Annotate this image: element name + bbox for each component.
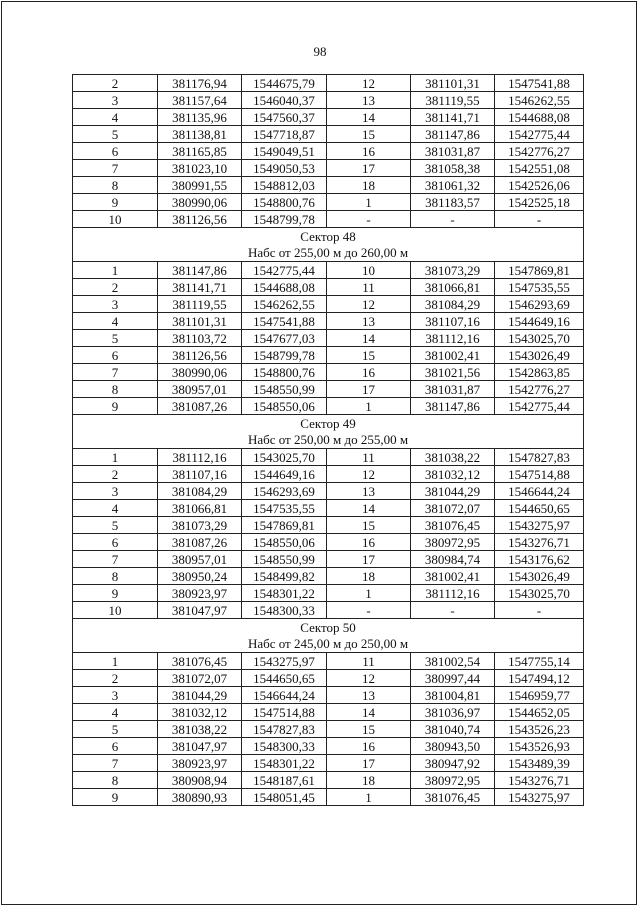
table-cell: 381141,71 <box>411 109 495 126</box>
table-cell: 1546644,24 <box>242 687 327 704</box>
table-cell: 4 <box>73 704 158 721</box>
table-cell: - <box>495 211 584 228</box>
table-cell: 1543026,49 <box>495 347 584 364</box>
table-cell: 5 <box>73 517 158 534</box>
table-cell: 380923,97 <box>158 585 242 602</box>
table-cell: 3 <box>73 687 158 704</box>
table-cell: - <box>495 602 584 619</box>
table-cell: 1543025,70 <box>495 330 584 347</box>
table-cell: 381147,86 <box>411 126 495 143</box>
table-cell: 381084,29 <box>158 483 242 500</box>
table-cell: 1547494,12 <box>495 670 584 687</box>
table-cell: 13 <box>327 313 411 330</box>
table-cell: 381176,94 <box>158 75 242 92</box>
table-cell: 1542776,27 <box>495 143 584 160</box>
table-cell: 1548799,78 <box>242 211 327 228</box>
sector-title-row <box>73 415 584 432</box>
table-cell: 381112,16 <box>158 449 242 466</box>
table-cell: 1546262,55 <box>242 296 327 313</box>
table-cell: 1547718,87 <box>242 126 327 143</box>
table-cell: 1547827,83 <box>242 721 327 738</box>
table-cell: 7 <box>73 364 158 381</box>
table-cell: 381044,29 <box>158 687 242 704</box>
sector-title-row <box>73 619 584 636</box>
table-cell: 381038,22 <box>158 721 242 738</box>
table-cell: 381032,12 <box>411 466 495 483</box>
table-cell: 7 <box>73 755 158 772</box>
table-cell: 380957,01 <box>158 551 242 568</box>
table-cell: 380972,95 <box>411 534 495 551</box>
table-cell: 381112,16 <box>411 330 495 347</box>
table-cell: 1549050,53 <box>242 160 327 177</box>
table-row <box>73 789 584 806</box>
table-row <box>73 449 584 466</box>
table-cell: 381087,26 <box>158 398 242 415</box>
table-row <box>73 653 584 670</box>
table-cell: 12 <box>327 670 411 687</box>
sector-subtitle: Набс от 255,00 м до 260,00 м <box>73 244 584 262</box>
table-cell: 381031,87 <box>411 381 495 398</box>
table-cell: 8 <box>73 381 158 398</box>
table-cell: 381087,26 <box>158 534 242 551</box>
table-cell: 11 <box>327 653 411 670</box>
table-cell: 380890,93 <box>158 789 242 806</box>
table-cell: 381047,97 <box>158 602 242 619</box>
table-cell: 1 <box>73 653 158 670</box>
table-cell: 381135,96 <box>158 109 242 126</box>
table-cell: 8 <box>73 568 158 585</box>
table-cell: 15 <box>327 517 411 534</box>
table-cell: 381119,55 <box>411 92 495 109</box>
table-cell: 5 <box>73 721 158 738</box>
table-row <box>73 772 584 789</box>
table-cell: 1544688,08 <box>495 109 584 126</box>
table-cell: 1542526,06 <box>495 177 584 194</box>
table-cell: 1 <box>73 449 158 466</box>
table-cell: 380957,01 <box>158 381 242 398</box>
table-cell: 380972,95 <box>411 772 495 789</box>
sector-title: Сектор 50 <box>73 619 584 636</box>
table-cell: 381040,74 <box>411 721 495 738</box>
table-cell: 1 <box>73 262 158 279</box>
table-cell: 381107,16 <box>158 466 242 483</box>
table-row <box>73 755 584 772</box>
table-cell: 1546040,37 <box>242 92 327 109</box>
table-cell: 1547514,88 <box>495 466 584 483</box>
table-row <box>73 381 584 398</box>
table-cell: 14 <box>327 109 411 126</box>
table-cell: 15 <box>327 347 411 364</box>
table-row <box>73 483 584 500</box>
sector-title: Сектор 49 <box>73 415 584 432</box>
table-cell: 381032,12 <box>158 704 242 721</box>
table-cell: 381044,29 <box>411 483 495 500</box>
table-row <box>73 143 584 160</box>
table-cell: 381112,16 <box>411 585 495 602</box>
table-cell: 1548800,76 <box>242 364 327 381</box>
table-cell: 2 <box>73 670 158 687</box>
table-cell: 1544650,65 <box>495 500 584 517</box>
table-cell: 1548799,78 <box>242 347 327 364</box>
table-cell: 1546262,55 <box>495 92 584 109</box>
table-cell: 17 <box>327 755 411 772</box>
table-cell: 381073,29 <box>411 262 495 279</box>
coordinates-table <box>72 74 584 806</box>
table-row <box>73 177 584 194</box>
sector-title-row <box>73 228 584 245</box>
table-row <box>73 602 584 619</box>
table-cell: 1543025,70 <box>242 449 327 466</box>
table-cell: 381002,41 <box>411 347 495 364</box>
table-row <box>73 466 584 483</box>
table-cell: 381004,81 <box>411 687 495 704</box>
page-number: 98 <box>313 44 327 59</box>
table-cell: 381119,55 <box>158 296 242 313</box>
table-cell: 1543526,23 <box>495 721 584 738</box>
table-cell: 381103,72 <box>158 330 242 347</box>
table-cell: 6 <box>73 738 158 755</box>
table-cell: 381023,10 <box>158 160 242 177</box>
table-cell: 381183,57 <box>411 194 495 211</box>
table-cell: 1543489,39 <box>495 755 584 772</box>
table-cell: 381147,86 <box>158 262 242 279</box>
table-cell: 381072,07 <box>411 500 495 517</box>
table-cell: 1 <box>327 194 411 211</box>
table-cell: 7 <box>73 160 158 177</box>
table-cell: 1547869,81 <box>242 517 327 534</box>
sector-subtitle-row <box>73 244 584 262</box>
table-cell: 18 <box>327 772 411 789</box>
table-cell: 381126,56 <box>158 347 242 364</box>
table-cell: 1548301,22 <box>242 585 327 602</box>
table-cell: - <box>327 602 411 619</box>
table-cell: 1548300,33 <box>242 602 327 619</box>
table-row <box>73 551 584 568</box>
table-cell: 1548499,82 <box>242 568 327 585</box>
table-cell: 381073,29 <box>158 517 242 534</box>
table-cell: 381021,56 <box>411 364 495 381</box>
table-cell: 1546644,24 <box>495 483 584 500</box>
table-cell: 1 <box>327 585 411 602</box>
table-cell: 5 <box>73 126 158 143</box>
table-cell: 380984,74 <box>411 551 495 568</box>
sector-subtitle-row <box>73 635 584 653</box>
table-cell: 1 <box>327 398 411 415</box>
table-cell: 380923,97 <box>158 755 242 772</box>
table-cell: 380990,06 <box>158 194 242 211</box>
table-cell: 1543526,93 <box>495 738 584 755</box>
table-row <box>73 738 584 755</box>
table-row <box>73 194 584 211</box>
table-row <box>73 279 584 296</box>
table-cell: - <box>327 211 411 228</box>
table-cell: 3 <box>73 92 158 109</box>
table-cell: 381076,45 <box>158 653 242 670</box>
table-cell: 18 <box>327 568 411 585</box>
table-cell: 1542525,18 <box>495 194 584 211</box>
table-cell: 381047,97 <box>158 738 242 755</box>
table-cell: 18 <box>327 177 411 194</box>
table-row <box>73 687 584 704</box>
table-cell: 10 <box>73 602 158 619</box>
table-cell: 1546293,69 <box>495 296 584 313</box>
table-row <box>73 262 584 279</box>
table-cell: 3 <box>73 296 158 313</box>
table-cell: 1548550,06 <box>242 398 327 415</box>
table-cell: 381126,56 <box>158 211 242 228</box>
table-cell: 381101,31 <box>158 313 242 330</box>
table-row <box>73 568 584 585</box>
table-cell: 381066,81 <box>411 279 495 296</box>
table-cell: 1543275,97 <box>495 789 584 806</box>
table-cell: 1 <box>327 789 411 806</box>
table-row <box>73 670 584 687</box>
table-cell: 381066,81 <box>158 500 242 517</box>
table-cell: 1542775,44 <box>495 398 584 415</box>
sector-subtitle: Набс от 245,00 м до 250,00 м <box>73 635 584 653</box>
table-cell: 1543176,62 <box>495 551 584 568</box>
table-cell: 1544688,08 <box>242 279 327 296</box>
table-cell: 17 <box>327 160 411 177</box>
table-row <box>73 160 584 177</box>
table-row <box>73 534 584 551</box>
table-cell: 14 <box>327 330 411 347</box>
table-cell: 1542863,85 <box>495 364 584 381</box>
table-cell: 1547755,14 <box>495 653 584 670</box>
table-cell: 1543275,97 <box>495 517 584 534</box>
table-cell: 17 <box>327 551 411 568</box>
table-cell: 1547541,88 <box>242 313 327 330</box>
table-row <box>73 347 584 364</box>
table-cell: 1547677,03 <box>242 330 327 347</box>
table-cell: 381038,22 <box>411 449 495 466</box>
table-cell: 8 <box>73 772 158 789</box>
table-row <box>73 721 584 738</box>
table-cell: 10 <box>327 262 411 279</box>
table-cell: 381002,41 <box>411 568 495 585</box>
table-cell: 14 <box>327 704 411 721</box>
table-cell: 381072,07 <box>158 670 242 687</box>
table-cell: 1549049,51 <box>242 143 327 160</box>
sector-title: Сектор 48 <box>73 228 584 245</box>
table-row <box>73 330 584 347</box>
table-cell: 1543276,71 <box>495 534 584 551</box>
table-cell: 8 <box>73 177 158 194</box>
table-cell: 1544675,79 <box>242 75 327 92</box>
table-cell: 17 <box>327 381 411 398</box>
table-cell: 381076,45 <box>411 789 495 806</box>
table-cell: 16 <box>327 534 411 551</box>
table-cell: 1547869,81 <box>495 262 584 279</box>
table-cell: 12 <box>327 296 411 313</box>
table-cell: 380990,06 <box>158 364 242 381</box>
table-row <box>73 92 584 109</box>
table-cell: 16 <box>327 738 411 755</box>
table-cell: 1548550,99 <box>242 551 327 568</box>
table-cell: 9 <box>73 398 158 415</box>
table-cell: 1547560,37 <box>242 109 327 126</box>
table-cell: - <box>411 602 495 619</box>
table-cell: 381138,81 <box>158 126 242 143</box>
table-cell: 381002,54 <box>411 653 495 670</box>
table-cell: 16 <box>327 364 411 381</box>
table-cell: 381076,45 <box>411 517 495 534</box>
table-cell: 1543275,97 <box>242 653 327 670</box>
table-row <box>73 126 584 143</box>
table-cell: 13 <box>327 483 411 500</box>
table-cell: 381084,29 <box>411 296 495 313</box>
table-cell: 381061,32 <box>411 177 495 194</box>
table-cell: 381141,71 <box>158 279 242 296</box>
table-cell: 10 <box>73 211 158 228</box>
table-cell: 1542775,44 <box>495 126 584 143</box>
table-cell: 380947,92 <box>411 755 495 772</box>
table-cell: 2 <box>73 279 158 296</box>
table-cell: 1547541,88 <box>495 75 584 92</box>
table-row <box>73 313 584 330</box>
table-cell: 1548300,33 <box>242 738 327 755</box>
table-cell: 5 <box>73 330 158 347</box>
table-cell: 3 <box>73 483 158 500</box>
table-cell: 4 <box>73 109 158 126</box>
table-row <box>73 211 584 228</box>
table-row <box>73 398 584 415</box>
table-row <box>73 500 584 517</box>
table-row <box>73 517 584 534</box>
table-cell: 1542776,27 <box>495 381 584 398</box>
table-cell: 16 <box>327 143 411 160</box>
table-cell: 11 <box>327 449 411 466</box>
table-cell: 6 <box>73 143 158 160</box>
table-cell: 1548812,03 <box>242 177 327 194</box>
table-cell: 381147,86 <box>411 398 495 415</box>
table-cell: 13 <box>327 687 411 704</box>
sector-subtitle: Набс от 250,00 м до 255,00 м <box>73 431 584 449</box>
table-cell: - <box>411 211 495 228</box>
table-cell: 380997,44 <box>411 670 495 687</box>
table-cell: 1546293,69 <box>242 483 327 500</box>
table-cell: 7 <box>73 551 158 568</box>
table-cell: 1544652,05 <box>495 704 584 721</box>
table-cell: 381101,31 <box>411 75 495 92</box>
table-cell: 15 <box>327 721 411 738</box>
table-cell: 1548550,06 <box>242 534 327 551</box>
table-cell: 1547514,88 <box>242 704 327 721</box>
table-cell: 1548550,99 <box>242 381 327 398</box>
sector-subtitle-row <box>73 431 584 449</box>
table-cell: 1546959,77 <box>495 687 584 704</box>
table-cell: 6 <box>73 534 158 551</box>
table-cell: 1544650,65 <box>242 670 327 687</box>
table-cell: 1543025,70 <box>495 585 584 602</box>
table-cell: 1544649,16 <box>242 466 327 483</box>
table-cell: 1547535,55 <box>495 279 584 296</box>
table-cell: 381107,16 <box>411 313 495 330</box>
table-cell: 11 <box>327 279 411 296</box>
table-cell: 14 <box>327 500 411 517</box>
table-cell: 9 <box>73 789 158 806</box>
table-cell: 381036,97 <box>411 704 495 721</box>
table-cell: 15 <box>327 126 411 143</box>
table-cell: 4 <box>73 500 158 517</box>
table-cell: 1542551,08 <box>495 160 584 177</box>
table-cell: 1548051,45 <box>242 789 327 806</box>
table-row <box>73 364 584 381</box>
table-cell: 380991,55 <box>158 177 242 194</box>
table-cell: 1543276,71 <box>495 772 584 789</box>
table-cell: 9 <box>73 194 158 211</box>
table-row <box>73 704 584 721</box>
table-row <box>73 109 584 126</box>
table-cell: 1548301,22 <box>242 755 327 772</box>
table-cell: 380950,24 <box>158 568 242 585</box>
table-row <box>73 75 584 92</box>
table-cell: 6 <box>73 347 158 364</box>
table-cell: 1543026,49 <box>495 568 584 585</box>
table-cell: 381058,38 <box>411 160 495 177</box>
table-cell: 380943,50 <box>411 738 495 755</box>
table-cell: 381165,85 <box>158 143 242 160</box>
table-row <box>73 296 584 313</box>
table-cell: 12 <box>327 466 411 483</box>
table-row <box>73 585 584 602</box>
table-cell: 12 <box>327 75 411 92</box>
table-cell: 1542775,44 <box>242 262 327 279</box>
table-cell: 1547535,55 <box>242 500 327 517</box>
table-cell: 4 <box>73 313 158 330</box>
table-cell: 381031,87 <box>411 143 495 160</box>
table-cell: 1544649,16 <box>495 313 584 330</box>
table-cell: 2 <box>73 466 158 483</box>
table-cell: 381157,64 <box>158 92 242 109</box>
table-cell: 380908,94 <box>158 772 242 789</box>
table-cell: 13 <box>327 92 411 109</box>
table-cell: 9 <box>73 585 158 602</box>
table-cell: 1548187,61 <box>242 772 327 789</box>
table-cell: 2 <box>73 75 158 92</box>
table-cell: 1547827,83 <box>495 449 584 466</box>
table-cell: 1548800,76 <box>242 194 327 211</box>
